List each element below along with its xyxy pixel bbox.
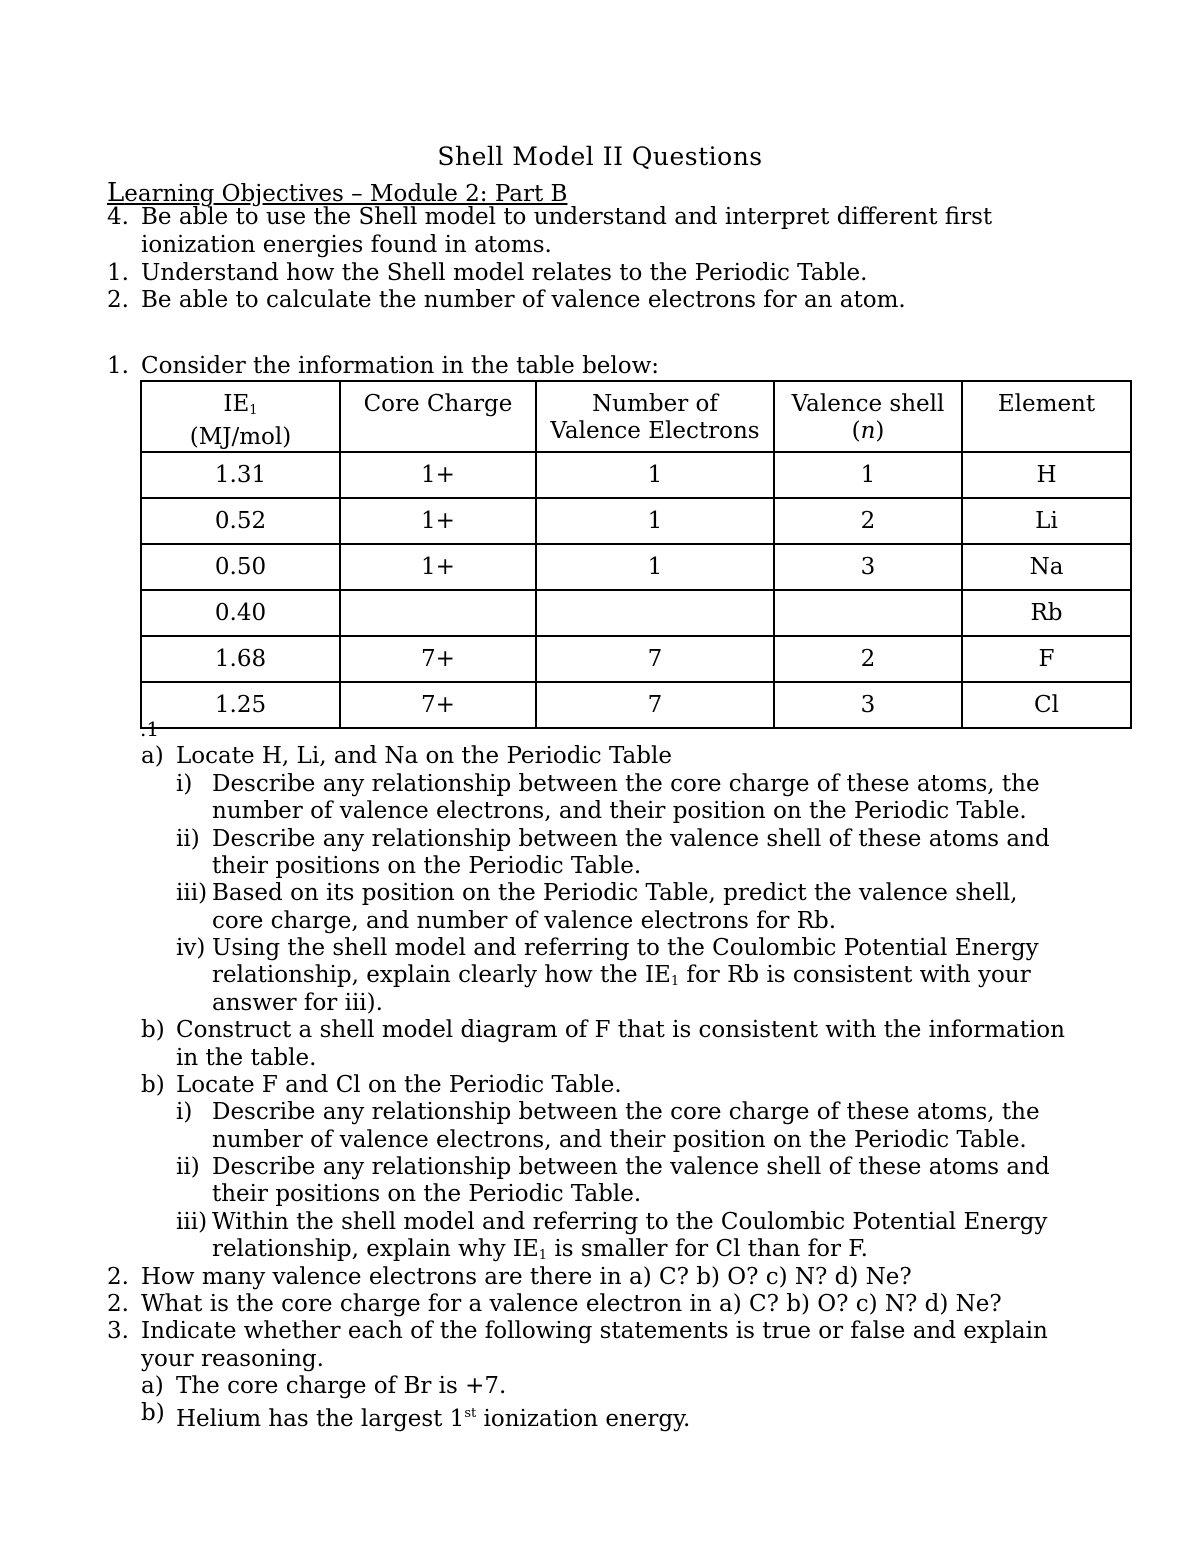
cell-shell: 3 xyxy=(774,682,962,728)
objective-number: 1. xyxy=(107,260,129,286)
cell-core: 1+ xyxy=(340,498,536,544)
cell-valence: 7 xyxy=(536,636,774,682)
question-text: What is the core charge for a valence electron in a) C? b) O? c) N? d) Ne? xyxy=(141,1291,1002,1317)
subpart-text: their positions on the Periodic Table. xyxy=(212,853,642,879)
cell-element: Na xyxy=(962,544,1131,590)
cell-core: 1+ xyxy=(340,544,536,590)
objective-number: 2. xyxy=(107,287,129,313)
question-number: 1. xyxy=(107,353,129,379)
table-row xyxy=(141,682,1131,728)
cell-core: 1+ xyxy=(340,452,536,498)
part-text: Locate H, Li, and Na on the Periodic Table xyxy=(176,743,672,769)
subpart-text: number of valence electrons, and their position on the Periodic Table. xyxy=(212,1127,1027,1153)
question-number: 2. xyxy=(107,1291,129,1317)
part-text: Locate F and Cl on the Periodic Table. xyxy=(176,1072,622,1098)
subpart-text: Describe any relationship between the core charge of these atoms, the xyxy=(212,771,1040,797)
cell-valence xyxy=(536,590,774,636)
part-label: b) xyxy=(141,1072,165,1098)
cell-ie: 1.25 xyxy=(141,682,340,728)
cell-element: Li xyxy=(962,498,1131,544)
subpart-label: i) xyxy=(176,1099,193,1125)
objective-number: 4. xyxy=(107,204,129,230)
subpart-text: Based on its position on the Periodic Table, predict the valence shell, xyxy=(212,880,1018,906)
cell-valence: 1 xyxy=(536,452,774,498)
table-row xyxy=(141,452,1131,498)
part-label: a) xyxy=(141,1373,164,1399)
header-core-charge: Core Charge xyxy=(340,381,536,452)
subpart-text: relationship, explain clearly how the $IE_1$ for Rb is consistent with your xyxy=(212,962,1031,989)
part-label: a) xyxy=(141,743,164,769)
subpart-text: Describe any relationship between the valence shell of these atoms and xyxy=(212,1154,1050,1180)
subpart-text: Describe any relationship between the valence shell of these atoms and xyxy=(212,826,1050,852)
question-text: Indicate whether each of the following statements is true or false and explain xyxy=(141,1318,1048,1344)
cell-core: 7+ xyxy=(340,636,536,682)
part-label: b) xyxy=(141,1400,165,1426)
subpart-label: iv) xyxy=(176,935,206,961)
cell-ie: 0.40 xyxy=(141,590,340,636)
cell-shell xyxy=(774,590,962,636)
subpart-text: core charge, and number of valence electrons for Rb. xyxy=(212,908,837,934)
table-header-row xyxy=(141,381,1131,452)
cell-valence: 1 xyxy=(536,498,774,544)
subpart-text: Using the shell model and referring to the Coulombic Potential Energy xyxy=(212,935,1039,961)
table-row xyxy=(141,498,1131,544)
subpart-text: their positions on the Periodic Table. xyxy=(212,1181,642,1207)
cell-valence: 1 xyxy=(536,544,774,590)
ionization-energy-table xyxy=(140,380,1132,729)
cell-shell: 3 xyxy=(774,544,962,590)
cell-element: H xyxy=(962,452,1131,498)
header-valence-electrons: Number of Valence Electrons xyxy=(536,381,774,452)
subpart-label: iii) xyxy=(176,880,208,906)
header-ie: $IE_1$ (MJ/mol) xyxy=(141,381,340,452)
question-text: How many valence electrons are there in a) C? b) O? c) N? d) Ne? xyxy=(141,1264,912,1290)
cell-core xyxy=(340,590,536,636)
cell-shell: 1 xyxy=(774,452,962,498)
subpart-text: Within the shell model and referring to the Coulombic Potential Energy xyxy=(212,1209,1048,1235)
cell-valence: 7 xyxy=(536,682,774,728)
part-label: b) xyxy=(141,1017,165,1043)
part-text: Construct a shell model diagram of F that is consistent with the information xyxy=(176,1017,1065,1043)
cell-ie: 1.68 xyxy=(141,636,340,682)
cell-shell: 2 xyxy=(774,498,962,544)
objective-text: ionization energies found in atoms. xyxy=(141,232,552,258)
table-row xyxy=(141,544,1131,590)
subpart-text: number of valence electrons, and their position on the Periodic Table. xyxy=(212,798,1027,824)
page-title: Shell Model II Questions xyxy=(437,142,763,171)
subpart-label: iii) xyxy=(176,1209,208,1235)
subpart-label: i) xyxy=(176,771,193,797)
question-number: 3. xyxy=(107,1318,129,1344)
objective-text: Understand how the Shell model relates to the Periodic Table. xyxy=(141,260,868,286)
cell-ie: 1.31 xyxy=(141,452,340,498)
heading-rest: earning Objectives – Module 2: Part B xyxy=(124,181,568,207)
subpart-text: Describe any relationship between the core charge of these atoms, the xyxy=(212,1099,1040,1125)
heading-initial: L xyxy=(107,178,125,208)
objective-text: Be able to use the Shell model to understand and interpret different first xyxy=(141,204,993,230)
subpart-label: ii) xyxy=(176,1154,200,1180)
part-text: Helium has the largest 1st ionization energy. xyxy=(176,1406,691,1432)
table-row xyxy=(141,636,1131,682)
cell-core: 7+ xyxy=(340,682,536,728)
question-number: 2. xyxy=(107,1264,129,1290)
cell-element: Rb xyxy=(962,590,1131,636)
question-text: your reasoning. xyxy=(141,1346,324,1372)
cell-ie: 0.50 xyxy=(141,544,340,590)
objective-text: Be able to calculate the number of valence electrons for an atom. xyxy=(141,287,906,313)
subpart-text: answer for iii). xyxy=(212,990,383,1016)
list-marker: .1 xyxy=(140,717,160,741)
table-row xyxy=(141,590,1131,636)
subpart-label: ii) xyxy=(176,826,200,852)
cell-element: F xyxy=(962,636,1131,682)
cell-shell: 2 xyxy=(774,636,962,682)
part-text: The core charge of Br is +7. xyxy=(176,1373,507,1399)
cell-ie: 0.52 xyxy=(141,498,340,544)
question-text: Consider the information in the table below: xyxy=(141,353,660,379)
part-text: in the table. xyxy=(176,1045,317,1071)
subpart-text: relationship, explain why $IE_1$ is smaller for Cl than for F. xyxy=(212,1236,868,1263)
cell-element: Cl xyxy=(962,682,1131,728)
header-valence-shell: Valence shell (n) xyxy=(774,381,962,452)
header-element: Element xyxy=(962,381,1131,452)
